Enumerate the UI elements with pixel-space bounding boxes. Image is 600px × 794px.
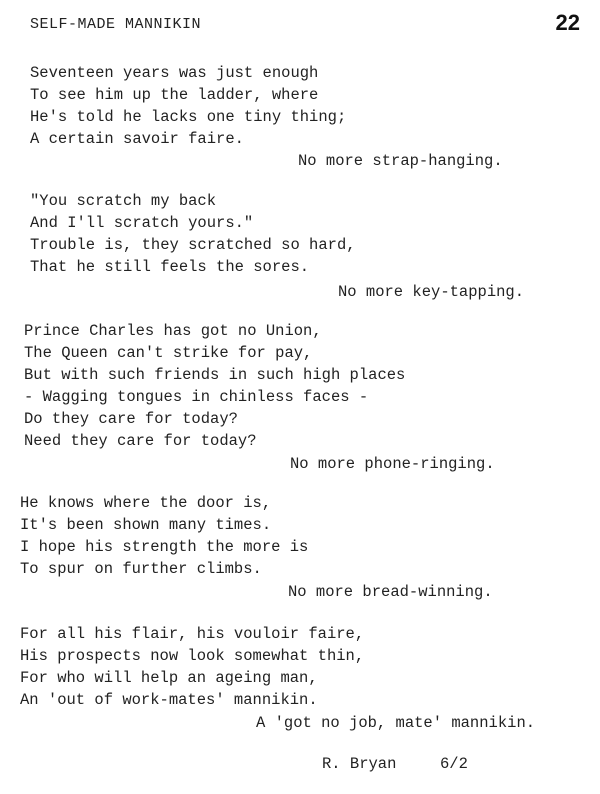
poem-line: Need they care for today? (24, 432, 257, 450)
poem-line: For who will help an ageing man, (20, 669, 318, 687)
poem-line: It's been shown many times. (20, 516, 272, 534)
poem-line: "You scratch my back (30, 192, 217, 210)
poem-line: And I'll scratch yours." (30, 214, 254, 232)
poem-line: Prince Charles has got no Union, (24, 322, 322, 340)
refrain-line: No more strap-hanging. (298, 152, 503, 170)
poem-line: That he still feels the sores. (30, 258, 310, 276)
poem-line: To see him up the ladder, where (30, 86, 319, 104)
poem-line: He's told he lacks one tiny thing; (30, 108, 347, 126)
refrain-line: No more key-tapping. (338, 283, 525, 301)
poem-line: I hope his strength the more is (20, 538, 309, 556)
poem-line: His prospects now look somewhat thin, (20, 647, 365, 665)
poem-line: He knows where the door is, (20, 494, 272, 512)
poem-line: Trouble is, they scratched so hard, (30, 236, 356, 254)
refrain-line: No more bread-winning. (288, 583, 493, 601)
signature-date: 6/2 (440, 755, 468, 773)
poem-line: Seventeen years was just enough (30, 64, 319, 82)
refrain-line: No more phone-ringing. (290, 455, 495, 473)
poem-line: Do they care for today? (24, 410, 238, 428)
poem-line: - Wagging tongues in chinless faces - (24, 388, 369, 406)
refrain-line: A 'got no job, mate' mannikin. (256, 714, 536, 732)
poem-line: But with such friends in such high places (24, 366, 406, 384)
page-number: 22 (555, 10, 580, 35)
poem-line: An 'out of work-mates' mannikin. (20, 691, 318, 709)
poem-line: A certain savoir faire. (30, 130, 244, 148)
poem-line: The Queen can't strike for pay, (24, 344, 313, 362)
poem-line: For all his flair, his vouloir faire, (20, 625, 365, 643)
poem-title: SELF-MADE MANNIKIN (30, 16, 202, 33)
poem-line: To spur on further climbs. (20, 560, 262, 578)
author-signature: R. Bryan (322, 755, 397, 773)
